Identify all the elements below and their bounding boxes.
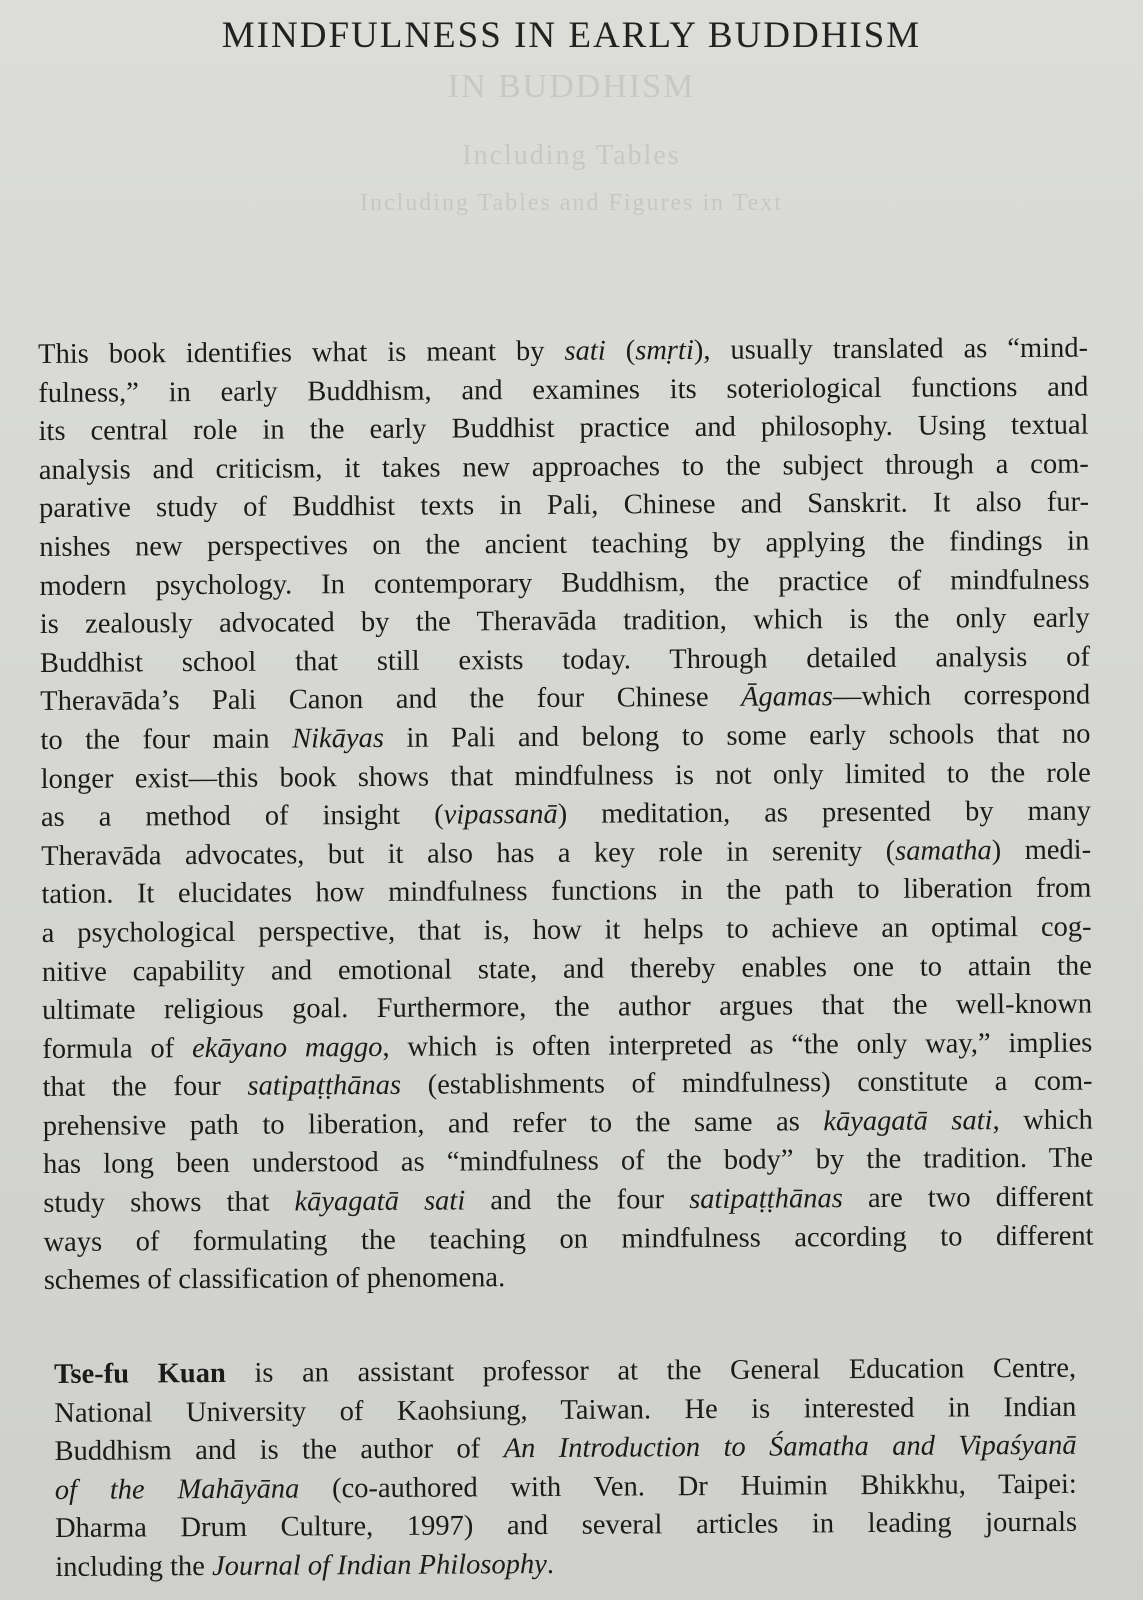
description-line (43, 1140, 1093, 1185)
description-line (41, 831, 1091, 876)
text-run: This book identifies what is meant by (38, 335, 565, 370)
description-line (42, 1063, 1092, 1108)
text-run: to the four main (40, 723, 293, 756)
italic-term: satipaṭṭhānas (689, 1183, 843, 1216)
text-run: (co-authored with Ven. Dr Huimin Bhikkhu, Taipei: (299, 1468, 1077, 1505)
text-run: parative study of Buddhist texts in Pali, Chinese and Sanskrit. It also fur- (38, 486, 1090, 525)
text-run: longer exist—this book shows that mindfulness is not only limited to the role (40, 757, 1091, 795)
text-run: , which is often interpreted as “the only way,” implies (382, 1027, 1093, 1063)
description-line (39, 561, 1089, 606)
text-run: . (546, 1548, 555, 1580)
description-line (41, 870, 1091, 915)
italic-term: smṛti (635, 334, 694, 367)
text-run: analysis and criticism, it takes new approaches to the subject through a com- (38, 448, 1089, 486)
text-run: National University of Kaohsiung, Taiwan. He is interested in Indian (54, 1391, 1077, 1429)
italic-term: of the Mahāyāna (54, 1473, 300, 1506)
text-run: Theravāda’s Pali Canon and the four Chinese (40, 682, 742, 718)
text-run: its central role in the early Buddhist practice and philosophy. Using textual (38, 409, 1089, 448)
italic-term: satipaṭṭhānas (247, 1070, 402, 1103)
text-run: ( (605, 335, 636, 367)
bio-line (54, 1427, 1076, 1472)
text-run: that the four (42, 1071, 248, 1104)
description-line (42, 947, 1092, 992)
italic-term: An Introduction to Śamatha and Vipaśyanā (503, 1429, 1077, 1465)
text-run: ways of formulating the teaching on mindfulness according to different (43, 1220, 1094, 1258)
italic-term: Journal of Indian Philosophy (211, 1548, 547, 1583)
text-run: ), usually translated as “mind- (693, 332, 1089, 366)
italic-term: kāyagatā sati (823, 1105, 993, 1138)
text-run: Theravāda advocates, but it also has a key role in serenity ( (41, 835, 896, 872)
description-line (38, 330, 1088, 375)
bleed-through-text: Including Tables and Figures in Text (359, 190, 784, 216)
description-line (42, 908, 1092, 953)
description-line (38, 368, 1088, 413)
text-run: in Pali and belong to some early schools that no (383, 718, 1091, 754)
bleed-through-text: Including Tables (462, 140, 681, 171)
description-line (39, 523, 1089, 568)
text-run: modern psychology. In contemporary Buddhism, the practice of mindfulness (39, 564, 1090, 602)
italic-term: vipassanā (443, 798, 558, 831)
italic-term: samatha (895, 834, 992, 867)
text-run: and the four (465, 1184, 690, 1217)
bio-line (55, 1504, 1077, 1549)
text-run: formula of (42, 1032, 193, 1065)
description-line (40, 600, 1090, 645)
text-run: ) meditation, as presented by many (557, 795, 1092, 830)
text-run: tation. It elucidates how mindfulness functions in the path to liberation from (41, 872, 1092, 911)
description-line (43, 1217, 1093, 1262)
description-line (42, 986, 1092, 1031)
description-line (43, 1101, 1093, 1146)
text-run: ultimate religious goal. Furthermore, the author argues that the well-known (42, 988, 1093, 1027)
italic-term: kāyagatā sati (294, 1185, 466, 1218)
italic-term: ekāyano maggo (191, 1031, 383, 1064)
text-run: including the (55, 1551, 213, 1583)
bio-line (55, 1466, 1077, 1511)
text-run: Buddhism and is the author of (54, 1433, 504, 1468)
bio-line (54, 1388, 1076, 1433)
bleed-through-text: IN BUDDHISM (447, 68, 696, 105)
text-run: Buddhist school that still exists today. Through detailed analysis of (39, 641, 1091, 679)
description-line (39, 445, 1089, 490)
description-line (39, 484, 1089, 529)
bio-line (54, 1350, 1076, 1395)
description-line (43, 1179, 1093, 1224)
text-run: is an assistant professor at the General Education Centre, (225, 1352, 1077, 1389)
text-run: (establishments of mindfulness) constitute a com- (400, 1065, 1093, 1102)
description-line (40, 638, 1090, 683)
text-run: are two different (842, 1181, 1094, 1215)
text-run: has long been understood as “mindfulness of the body” by the tradition. The (42, 1143, 1094, 1181)
bio-line (55, 1543, 1077, 1588)
text-run: ) medi- (991, 834, 1092, 866)
description-line (44, 1256, 1094, 1301)
book-title: MINDFULNESS IN EARLY BUDDHISM (221, 15, 922, 56)
text-run: is zealously advocated by the Theravāda tradition, which is the only early (39, 602, 1090, 641)
description-line (40, 677, 1090, 722)
book-description (38, 330, 1094, 1301)
text-run: prehensive path to liberation, and refer to the same as (42, 1106, 824, 1142)
text-run: nishes new perspectives on the ancient teaching by applying the findings in (39, 525, 1090, 563)
description-line (38, 407, 1088, 452)
italic-term: sati (564, 335, 606, 367)
italic-term: Nikāyas (291, 722, 384, 755)
text-run: as a method of insight ( (40, 799, 444, 834)
text-run: —which correspond (832, 679, 1091, 713)
text-run: , which (992, 1104, 1093, 1137)
text-run: schemes of classification of phenomena. (43, 1262, 506, 1297)
italic-term: Āgamas (740, 681, 834, 714)
author-name: Tse-fu Kuan (54, 1357, 226, 1390)
description-line (42, 1024, 1092, 1069)
text-run: Dharma Drum Culture, 1997) and several articles in leading journals (54, 1507, 1078, 1545)
description-line (41, 754, 1091, 799)
description-line (40, 716, 1090, 761)
text-run: nitive capability and emotional state, and thereby enables one to attain the (41, 950, 1092, 988)
description-line (41, 793, 1091, 838)
text-run: a psychological perspective, that is, how it helps to achieve an optimal cog- (41, 911, 1092, 949)
text-run: study shows that (43, 1186, 295, 1220)
text-run: fulness,” in early Buddhism, and examines its soteriological functions and (38, 371, 1089, 409)
author-bio (54, 1350, 1077, 1588)
